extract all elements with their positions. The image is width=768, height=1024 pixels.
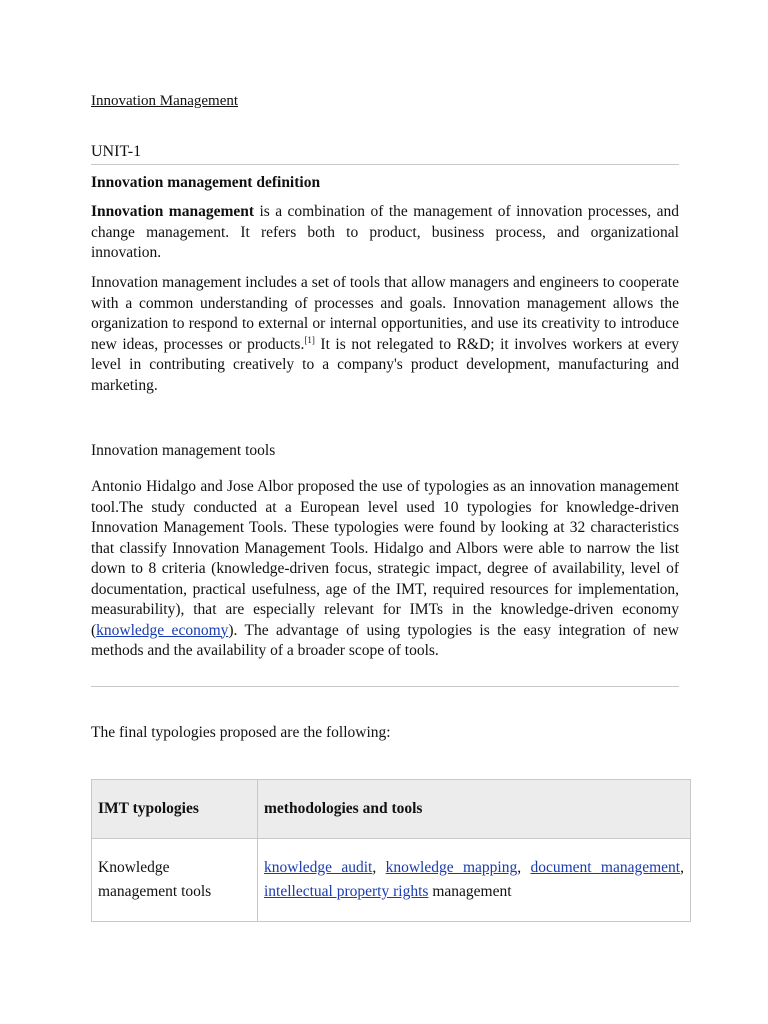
separator: , — [680, 859, 684, 876]
unit-heading: UNIT-1 — [91, 143, 142, 160]
paragraph-text: ). The advantage of using typologies is the easy integration of new methods and the availability of a broader scope of tools. — [91, 621, 679, 659]
knowledge-mapping-link[interactable]: knowledge mapping — [385, 859, 518, 876]
document-title: Innovation Management — [91, 93, 239, 109]
table-header-row — [92, 780, 691, 839]
paragraph-definition — [91, 202, 679, 264]
paragraph-text: It is not relegated to R&D; it involves workers at every level in contributing creatively to a company's product development, manufacturing and marketing. — [91, 335, 680, 394]
divider — [91, 686, 679, 687]
knowledge-economy-link[interactable]: knowledge economy — [96, 621, 229, 639]
methodologies-cell — [258, 839, 691, 922]
header-methodologies: methodologies and tools — [258, 780, 691, 839]
table-intro: The final typologies proposed are the following: — [91, 724, 391, 741]
intellectual-property-rights-link[interactable]: intellectual property rights — [264, 883, 429, 900]
table-row — [92, 839, 691, 922]
paragraph-typologies — [91, 477, 679, 662]
bold-lead-term: Innovation management — [91, 203, 255, 220]
document-management-link[interactable]: document management — [530, 859, 681, 876]
cell-text: management — [428, 883, 512, 900]
divider — [91, 164, 679, 165]
imt-typologies-table — [91, 779, 691, 922]
paragraph-text: Antonio Hidalgo and Jose Albor proposed the use of typologies as an innovation management tool.The study conducted at a European level used 10 typologies for knowledge-driven Innovation Management Tools. These typologies were found by looking at 32 characteristics that classify Innovation Management Tools. Hidalgo and Albors were able to narrow the list down to 8 criteria (knowledge-driven focus, strategic impact, degree of availability, level of documentation, practical usefulness, age of the IMT, required resources for implementation, measurability), that are especially relevant for IMTs in the knowledge-driven economy ( — [91, 478, 679, 639]
header-typologies: IMT typologies — [92, 780, 258, 839]
paragraph-tools-intro — [91, 273, 679, 396]
paragraph-text: Innovation management includes a set of tools that allow managers and engineers to cooperate with a common understanding of processes and goals. Innovation management allows the organization to respond to external or internal opportunities, and use its creativity to introduce new ideas, processes or products. — [91, 274, 679, 353]
section-heading-definition: Innovation management definition — [91, 174, 321, 191]
typology-cell: Knowledge management tools — [92, 839, 258, 922]
separator: , — [372, 859, 386, 876]
section-heading-tools: Innovation management tools — [91, 442, 276, 459]
knowledge-audit-link[interactable]: knowledge audit — [264, 859, 373, 876]
citation-ref: [1] — [304, 334, 315, 345]
paragraph-text: is a combination of the management of innovation processes, and change management. It refers both to product, business process, and organizational innovation. — [91, 203, 679, 261]
separator: , — [517, 859, 531, 876]
